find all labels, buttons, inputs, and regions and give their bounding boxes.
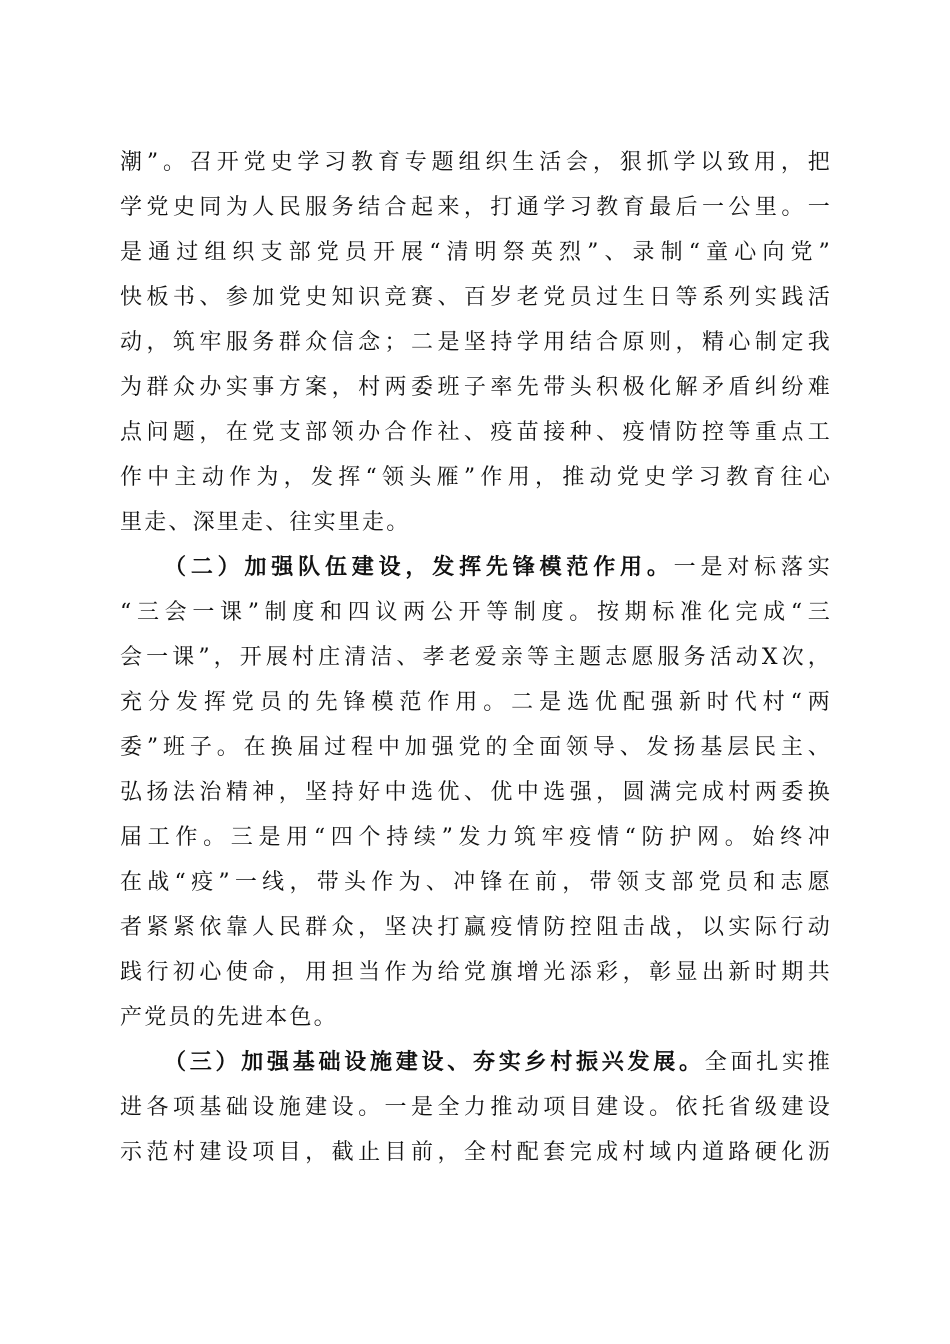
document-body xyxy=(120,140,832,1175)
text-line: 快板书、参加党史知识竞赛、百岁老党员过生日等系列实践活 xyxy=(120,285,832,310)
text-line: 会一课”，开展村庄清洁、孝老爱亲等主题志愿服务活动X次， xyxy=(120,645,832,670)
section-heading: （二）加强队伍建设，发挥先锋模范作用。 xyxy=(164,554,674,580)
text-line xyxy=(120,545,832,590)
text-line: 充分发挥党员的先锋模范作用。二是选优配强新时代村“两 xyxy=(120,690,832,715)
text-line: 潮”。召开党史学习教育专题组织生活会，狠抓学以致用，把 xyxy=(120,150,832,175)
text-line: 践行初心使命，用担当作为给党旗增光添彩，彰显出新时期共 xyxy=(120,960,832,985)
text-line: 是通过组织支部党员开展“清明祭英烈”、录制“童心向党” xyxy=(120,240,832,265)
section-heading: （三）加强基础设施建设、夯实乡村振兴发展。 xyxy=(164,1049,705,1075)
text-line: “三会一课”制度和四议两公开等制度。按期标准化完成“三 xyxy=(120,600,832,625)
paragraph-team-building xyxy=(120,545,832,1040)
text-line: 示范村建设项目，截止目前，全村配套完成村域内道路硬化沥 xyxy=(120,1140,832,1165)
text-line: 进各项基础设施建设。一是全力推动项目建设。依托省级建设 xyxy=(120,1095,832,1120)
text-line: 产党员的先进本色。 xyxy=(120,1005,338,1030)
text-line: 动，筑牢服务群众信念；二是坚持学用结合原则，精心制定我 xyxy=(120,330,832,355)
text-line: 在战“疫”一线，带头作为、冲锋在前，带领支部党员和志愿 xyxy=(120,870,832,895)
paragraph-party-history xyxy=(120,140,832,545)
text-line: 委”班子。在换届过程中加强党的全面领导、发扬基层民主、 xyxy=(120,735,832,760)
text-line: 学党史同为人民服务结合起来，打通学习教育最后一公里。一 xyxy=(120,195,832,220)
heading-line-rest: 一是对标落实 xyxy=(673,555,832,580)
text-line: 为群众办实事方案，村两委班子率先带头积极化解矛盾纠纷难 xyxy=(120,375,832,400)
heading-line-rest: 全面扎实推 xyxy=(704,1050,832,1075)
paragraph-infrastructure xyxy=(120,1040,832,1175)
text-line: 点问题，在党支部领办合作社、疫苗接种、疫情防控等重点工 xyxy=(120,420,832,445)
text-line: 里走、深里走、往实里走。 xyxy=(120,510,411,535)
text-line: 届工作。三是用“四个持续”发力筑牢疫情“防护网。始终冲 xyxy=(120,825,832,850)
text-line: 作中主动作为，发挥“领头雁”作用，推动党史学习教育往心 xyxy=(120,465,832,490)
text-line: 弘扬法治精神，坚持好中选优、优中选强，圆满完成村两委换 xyxy=(120,780,832,805)
text-line: 者紧紧依靠人民群众，坚决打赢疫情防控阻击战，以实际行动 xyxy=(120,915,832,940)
text-line xyxy=(120,1040,832,1085)
